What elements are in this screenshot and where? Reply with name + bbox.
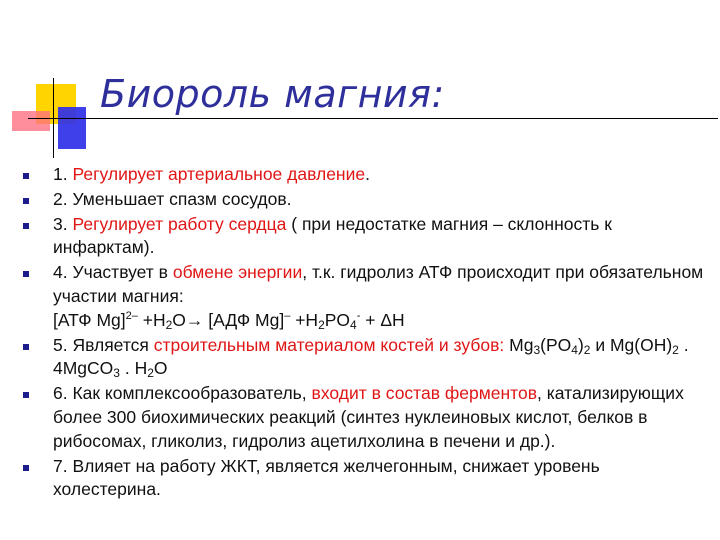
- highlight-text: Регулирует работу сердца: [72, 213, 287, 234]
- eq-superscript: 2–: [125, 309, 138, 322]
- item-text: O: [153, 358, 168, 379]
- eq-subscript: 2: [318, 317, 325, 332]
- formula-subscript: 3: [533, 342, 541, 357]
- item-text: 7. Влияет на работу ЖКТ, является желчегонным, снижает уровень холестерина.: [53, 455, 600, 500]
- bullet-square-icon: [23, 465, 29, 471]
- bullet-square-icon: [23, 223, 29, 229]
- item-text: 5. Является: [53, 334, 154, 355]
- blue-decor-square: [58, 107, 86, 149]
- eq-subscript: 4: [350, 317, 357, 332]
- list-item-5: [22, 334, 712, 382]
- title-underline: [28, 118, 718, 119]
- eq-part: +H: [290, 309, 319, 330]
- item-text: . H: [119, 358, 148, 379]
- bullet-square-icon: [23, 344, 29, 350]
- formula-subscript: 4: [571, 342, 578, 357]
- eq-superscript: -: [356, 309, 361, 322]
- bullet-square-icon: [23, 392, 29, 398]
- bullet-list: [22, 163, 712, 503]
- item-text: и Mg(OH): [590, 334, 673, 355]
- eq-part: + ΔH: [360, 309, 405, 330]
- list-item-4: [22, 261, 712, 332]
- eq-subscript: 2: [165, 317, 173, 332]
- highlight-text: строительным материалом костей и зубов:: [153, 334, 505, 355]
- highlight-text: Регулирует артериальное давление: [72, 164, 366, 184]
- eq-superscript: –: [284, 309, 291, 322]
- item-text: . 4MgCO: [53, 334, 689, 379]
- bullet-square-icon: [23, 173, 29, 179]
- eq-part: [АТФ Mg]: [53, 309, 126, 330]
- item-text: , катализирующих более 300 биохимических реакций (синтез нуклеиновых кислот, белков в рибосомах, гликолиз, гидролиз ацетилхолина в печени и др.).: [53, 383, 684, 451]
- list-item-3: [22, 213, 712, 261]
- item-text: ( при недостатке магния – склонность к инфарктам).: [53, 213, 612, 258]
- item-number: 3.: [53, 213, 73, 234]
- slide-title: Биороль магния:: [100, 72, 445, 116]
- list-item-7: [22, 455, 712, 503]
- formula-subscript: 2: [147, 366, 154, 381]
- item-text: (PO: [540, 334, 572, 355]
- eq-part: PO: [324, 309, 351, 330]
- atp-hydrolysis-equation: [53, 309, 712, 333]
- list-item-1: [22, 163, 712, 187]
- item-text: ): [577, 334, 584, 355]
- formula-subscript: 2: [583, 342, 591, 357]
- formula-subscript: 3: [113, 366, 120, 381]
- list-item-2: [22, 188, 712, 212]
- eq-part: O→ [АДФ Mg]: [172, 309, 285, 330]
- bullet-square-icon: [23, 198, 29, 204]
- bullet-square-icon: [23, 271, 29, 277]
- item-text: Mg: [504, 334, 534, 355]
- highlight-text: обмене энергии: [172, 262, 303, 283]
- list-item-6: [22, 382, 712, 453]
- eq-part: +H: [137, 309, 166, 330]
- item-text: 6. Как комплексообразователь,: [53, 383, 312, 404]
- highlight-text: входит в состав ферментов: [311, 383, 538, 404]
- formula-subscript: 2: [672, 342, 679, 357]
- item-text: 2. Уменьшает спазм сосудов.: [53, 188, 292, 209]
- item-text: , т.к. гидролиз АТФ происходит при обязательном участии магния:: [53, 262, 704, 306]
- item-text: .: [365, 164, 370, 184]
- item-text: 4. Участвует в: [53, 262, 173, 283]
- item-number: 1.: [53, 164, 73, 184]
- red-decor-bar: [12, 111, 50, 131]
